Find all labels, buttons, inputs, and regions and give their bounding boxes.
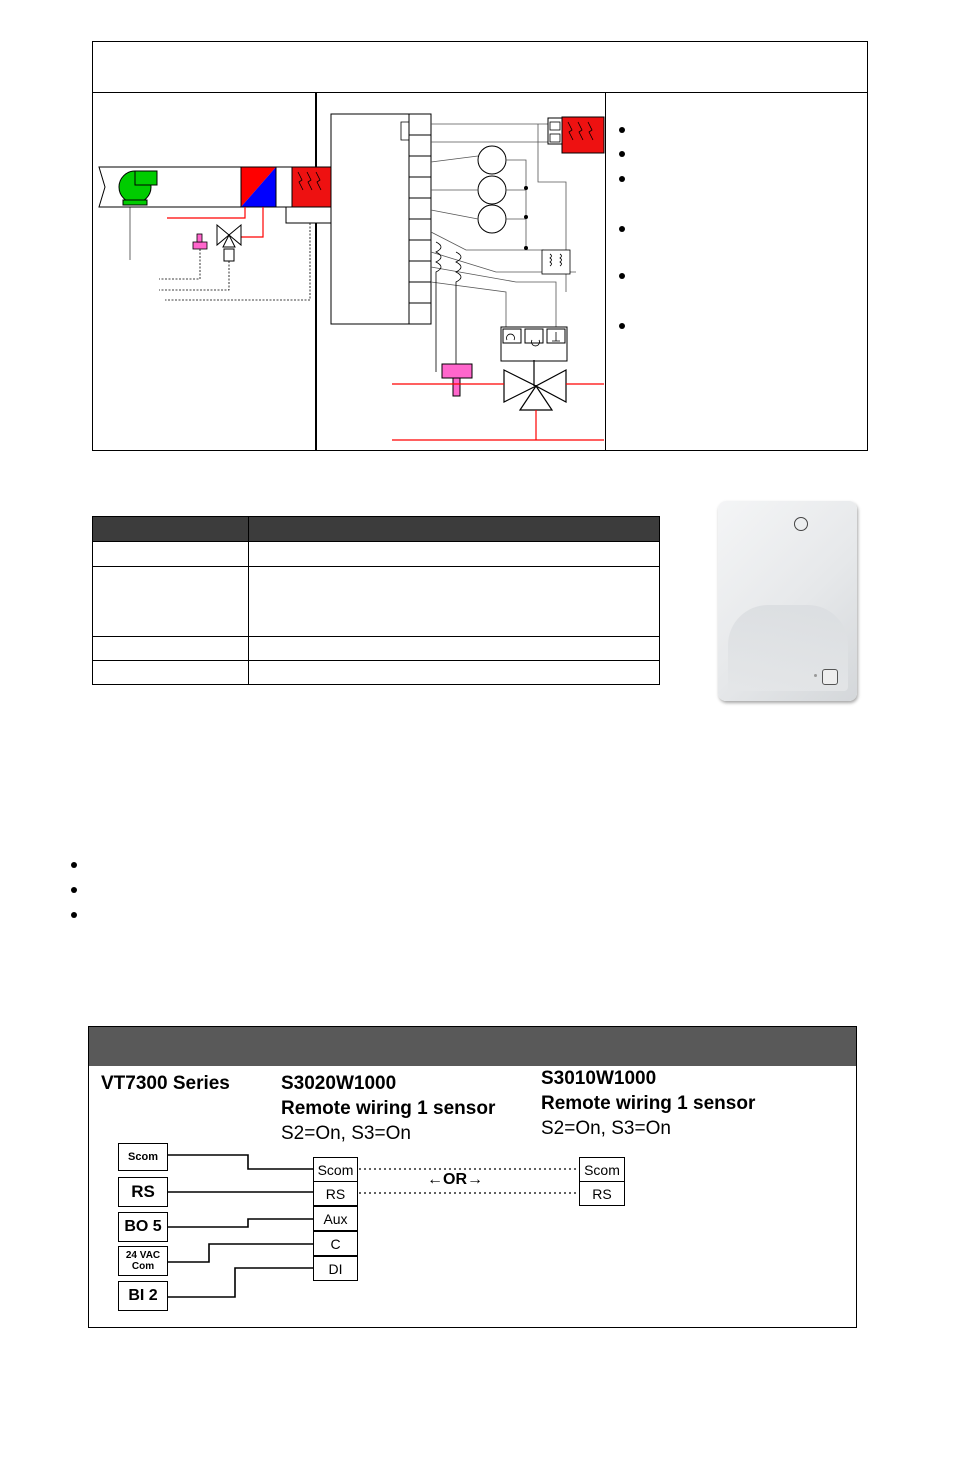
- valve-motor-terminals: [501, 327, 567, 361]
- bullet-1: [619, 127, 625, 133]
- bullet-5: [619, 273, 625, 279]
- controller-terminal-rs: RS: [118, 1177, 168, 1207]
- wire-scom: [168, 1155, 313, 1169]
- relay-contacts: [478, 146, 506, 233]
- sensor-led: [814, 674, 817, 677]
- table-header-row: [93, 517, 660, 542]
- sensor-b-terminal-scom: Scom: [579, 1157, 625, 1182]
- controller-terminal-scom: Scom: [118, 1143, 168, 1171]
- or-label: ←OR→: [427, 1171, 483, 1188]
- controller-terminal-block: [409, 114, 431, 324]
- system-diagram-header: [93, 42, 867, 93]
- valve-actuator-large-icon: [442, 364, 472, 396]
- room-sensor-photo: [718, 501, 857, 701]
- sensor-a-terminal-di: DI: [313, 1256, 358, 1281]
- sensor-a-terminal-rs: RS: [313, 1181, 358, 1206]
- remote-sensor-wiring-diagram: [88, 1026, 857, 1328]
- controller-terminal-bo5: BO 5: [118, 1212, 168, 1242]
- wiring-lines: [89, 1027, 856, 1327]
- sensor-badge-icon: [822, 669, 838, 685]
- sensor-b-subtitle: Remote wiring 1 sensor: [541, 1093, 756, 1114]
- coil-icon: [241, 167, 276, 207]
- body-bullet-1: [71, 862, 77, 868]
- sensor-b-model: S3010W1000: [541, 1068, 657, 1089]
- bullet-6: [619, 323, 625, 329]
- sensor-a-subtitle: Remote wiring 1 sensor: [281, 1098, 496, 1119]
- supply-pipe-lines: [392, 384, 604, 440]
- transformer-icon: [542, 250, 570, 274]
- body-bullet-2: [71, 887, 77, 893]
- three-way-valve-icon: [217, 225, 241, 261]
- table-row: [93, 637, 660, 661]
- valve-actuator-icon: [193, 234, 207, 249]
- bullet-4: [619, 226, 625, 232]
- controller-wiring-schematic: [316, 92, 606, 448]
- controller-series-title: VT7300 Series: [101, 1073, 230, 1094]
- specification-table: [92, 516, 660, 685]
- table-row: [93, 567, 660, 637]
- heater-relay-icon: [548, 117, 604, 153]
- bullet-3: [619, 176, 625, 182]
- wire-bo5: [168, 1219, 313, 1227]
- sensor-a-terminal-c: C: [313, 1231, 358, 1256]
- table-row: [93, 542, 660, 567]
- controller-terminal-bi2: BI 2: [118, 1281, 168, 1311]
- sensor-b-terminal-rs: RS: [579, 1181, 625, 1206]
- sensor-a-switches: S2=On, S3=On: [281, 1123, 411, 1144]
- sensor-b-switches: S2=On, S3=On: [541, 1118, 671, 1139]
- sensor-logo: [794, 517, 808, 531]
- sensor-a-terminal-scom: Scom: [313, 1157, 358, 1182]
- table-row: [93, 661, 660, 685]
- bullet-2: [619, 151, 625, 157]
- wire-24vac-com: [168, 1244, 313, 1262]
- table-header-cell: [93, 517, 249, 542]
- table-header-cell: [249, 517, 660, 542]
- controller-terminal-24vac-com: 24 VAC Com: [118, 1246, 168, 1276]
- sensor-a-model: S3020W1000: [281, 1073, 397, 1094]
- wire-bi2: [168, 1268, 313, 1297]
- three-way-valve-large-icon: [504, 360, 566, 410]
- air-handler-schematic: [93, 92, 353, 312]
- hot-water-pipe: [167, 207, 263, 237]
- body-bullet-3: [71, 912, 77, 918]
- sensor-a-terminal-aux: Aux: [313, 1206, 358, 1231]
